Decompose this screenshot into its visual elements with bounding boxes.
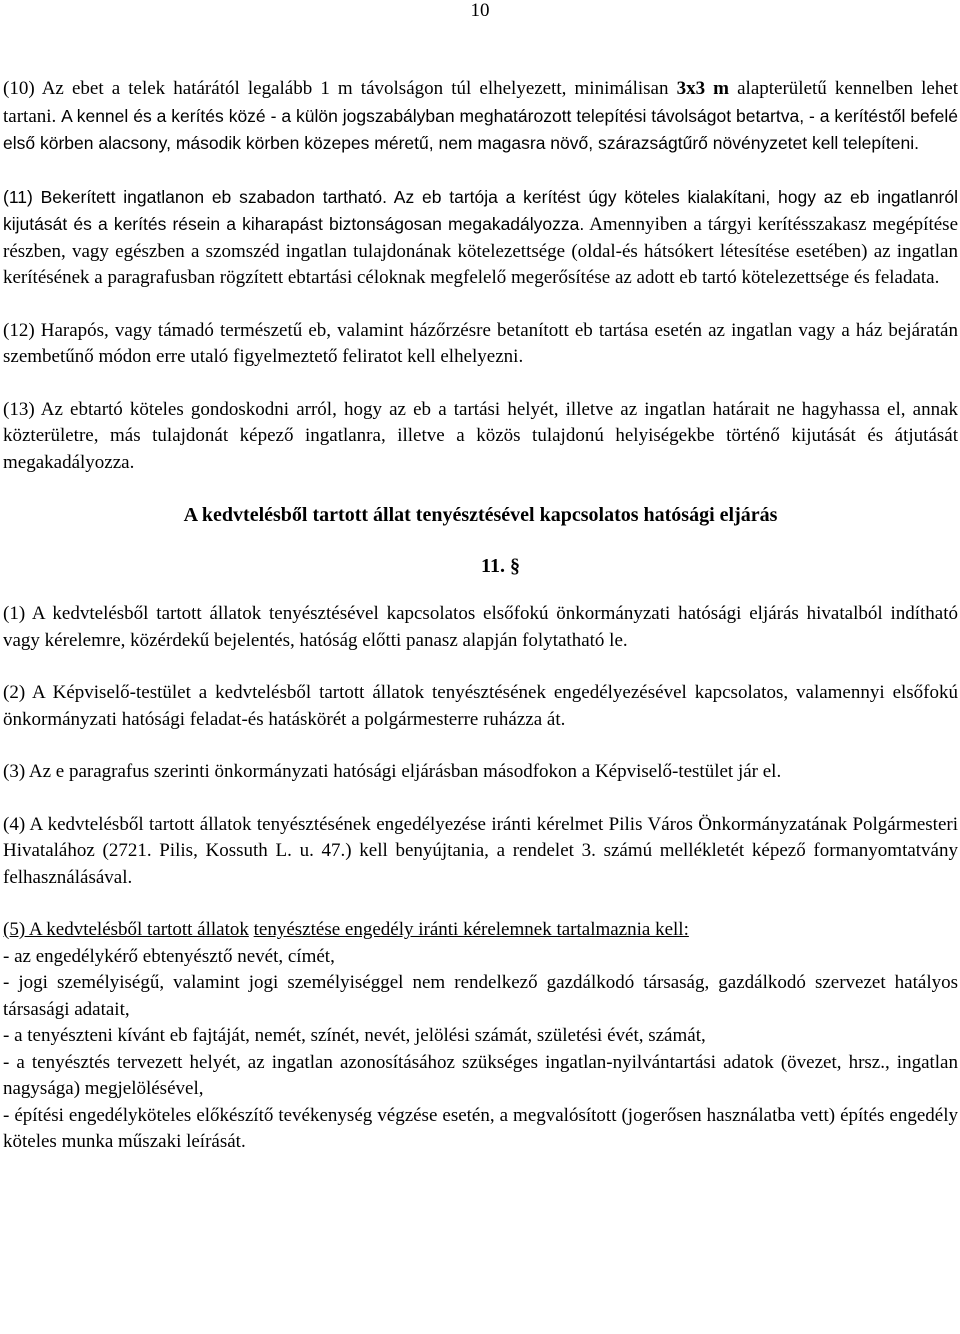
list-item: - a tenyésztés tervezett helyét, az ingatlan azonosításához szükséges ingatlan-nyilvántartási adatok (övezet, hrsz., ingatlan nagysága) megjelölésével, [3,1051,958,1099]
section-number [3,553,958,580]
subsection-5-heading-b: tenyésztése engedély iránti kérelemnek tartalmaznia kell: [253,919,689,940]
subsection-5 [3,917,958,1156]
subsection-1: (1) A kedvtelésből tartott állatok tenyésztésével kapcsolatos elsőfokú önkormányzati hatósági eljárás hivatalból indítható vagy kérelemre, közérdekű bejelentés, hatóság előtti panasz alapján folytatható le. [3,603,958,651]
section-number-value: 11. [481,554,505,577]
list-item: - az engedélykérő ebtenyésztő nevét, címét, [3,945,335,967]
section-heading: A kedvtelésből tartott állat tenyésztésével kapcsolatos hatósági eljárás [183,504,778,526]
paragraph-10-text-b: alapterületű kennelben lehet tartani. [3,78,958,127]
subsection-5-heading [3,917,958,944]
paragraph-10-text-c: A kennel és a kerítés közé - a külön jogszabályban meghatározott telepítési távolságot betartva, - a kerítéstől befelé első körben alacsony, második körben közepes méretű, nem magasra növő, szárazságtűrő növényzetet kell telepíteni. [3,105,959,153]
paragraph-13: (13) Az ebtartó köteles gondoskodni arról, hogy az eb a tartási helyét, illetve az ingatlan határait ne hagyhassa el, annak közterületre, más tulajdonát képező ingatlanra, illetve a közös tulajdonú helyiségekbe történő kijutását és átjutását megakadályozza. [3,398,958,473]
paragraph-12: (12) Harapós, vagy támadó természetű eb, valamint házőrzésre betanított eb tartása esetén az ingatlan vagy a ház bejáratán szembetűnő módon erre utaló figyelmeztető feliratot kell elhelyezni. [3,319,958,367]
subsection-2: (2) A Képviselő-testület a kedvtelésből tartott állatok tenyésztésének engedélyezésével kapcsolatos, valamennyi elsőfokú önkormányzati hatósági feladat-és hatáskörét a polgármesterre ruházza át. [3,682,958,730]
paragraph-11 [3,184,958,292]
subsection-3: (3) Az e paragrafus szerinti önkormányzati hatósági eljárásban másodfokon a Képviselő-testület jár el. [3,761,782,782]
page-number: 10 [470,0,490,21]
paragraph-sign: § [509,554,520,577]
paragraph-11-text-b: Amennyiben a tárgyi kerítésszakasz megépítése részben, vagy egészben a szomszéd ingatlan tulajdonának kötelezettsége (oldal-és hátsókert létesítése esetében) az ingatlan kerítésének a paragrafusban rögzített ebtartási céloknak megfelelő megerősítése az adott eb tartó kötelezettsége és feladata. [3,214,958,288]
subsection-5-heading-a: (5) A kedvtelésből tartott állatok [3,919,249,940]
list-item: - a tenyészteni kívánt eb fajtáját, nemét, színét, nevét, jelölési számát, születési évét, számát, [3,1025,706,1046]
paragraph-10 [3,76,958,158]
document-body [3,76,958,1156]
paragraph-10-bold: 3x3 m [676,78,729,99]
subsection-4: (4) A kedvtelésből tartott állatok tenyésztésének engedélyezése iránti kérelmet Pilis Város Önkormányzatának Polgármesteri Hivatalához (2721. Pilis, Kossuth L. u. 47.) kell benyújtania, a rendelet 3. számú mellékletét képező formanyomtatvány felhasználásával. [3,813,958,888]
paragraph-10-text-a: (10) Az ebet a telek határától legalább 1 m távolságon túl elhelyezett, minimálisan [3,78,677,99]
list-item: - jogi személyiségű, valamint jogi személyiséggel nem rendelkező gazdálkodó társaság, gazdálkodó szervezet hatályos társasági adatait, [3,972,958,1020]
list-item: - építési engedélyköteles előkészítő tevékenység végzése esetén, a megvalósított (jogerősen használatba vett) építés engedély köteles munka műszaki leírását. [3,1104,958,1152]
paragraph-11-text-a: (11) Bekerített ingatlanon eb szabadon tartható. Az eb tartója a kerítést úgy köteles kialakítani, hogy az eb ingatlanról kijutását és a kerítés résein a kiharapást biztonságosan megakadályozza. [3,186,958,234]
